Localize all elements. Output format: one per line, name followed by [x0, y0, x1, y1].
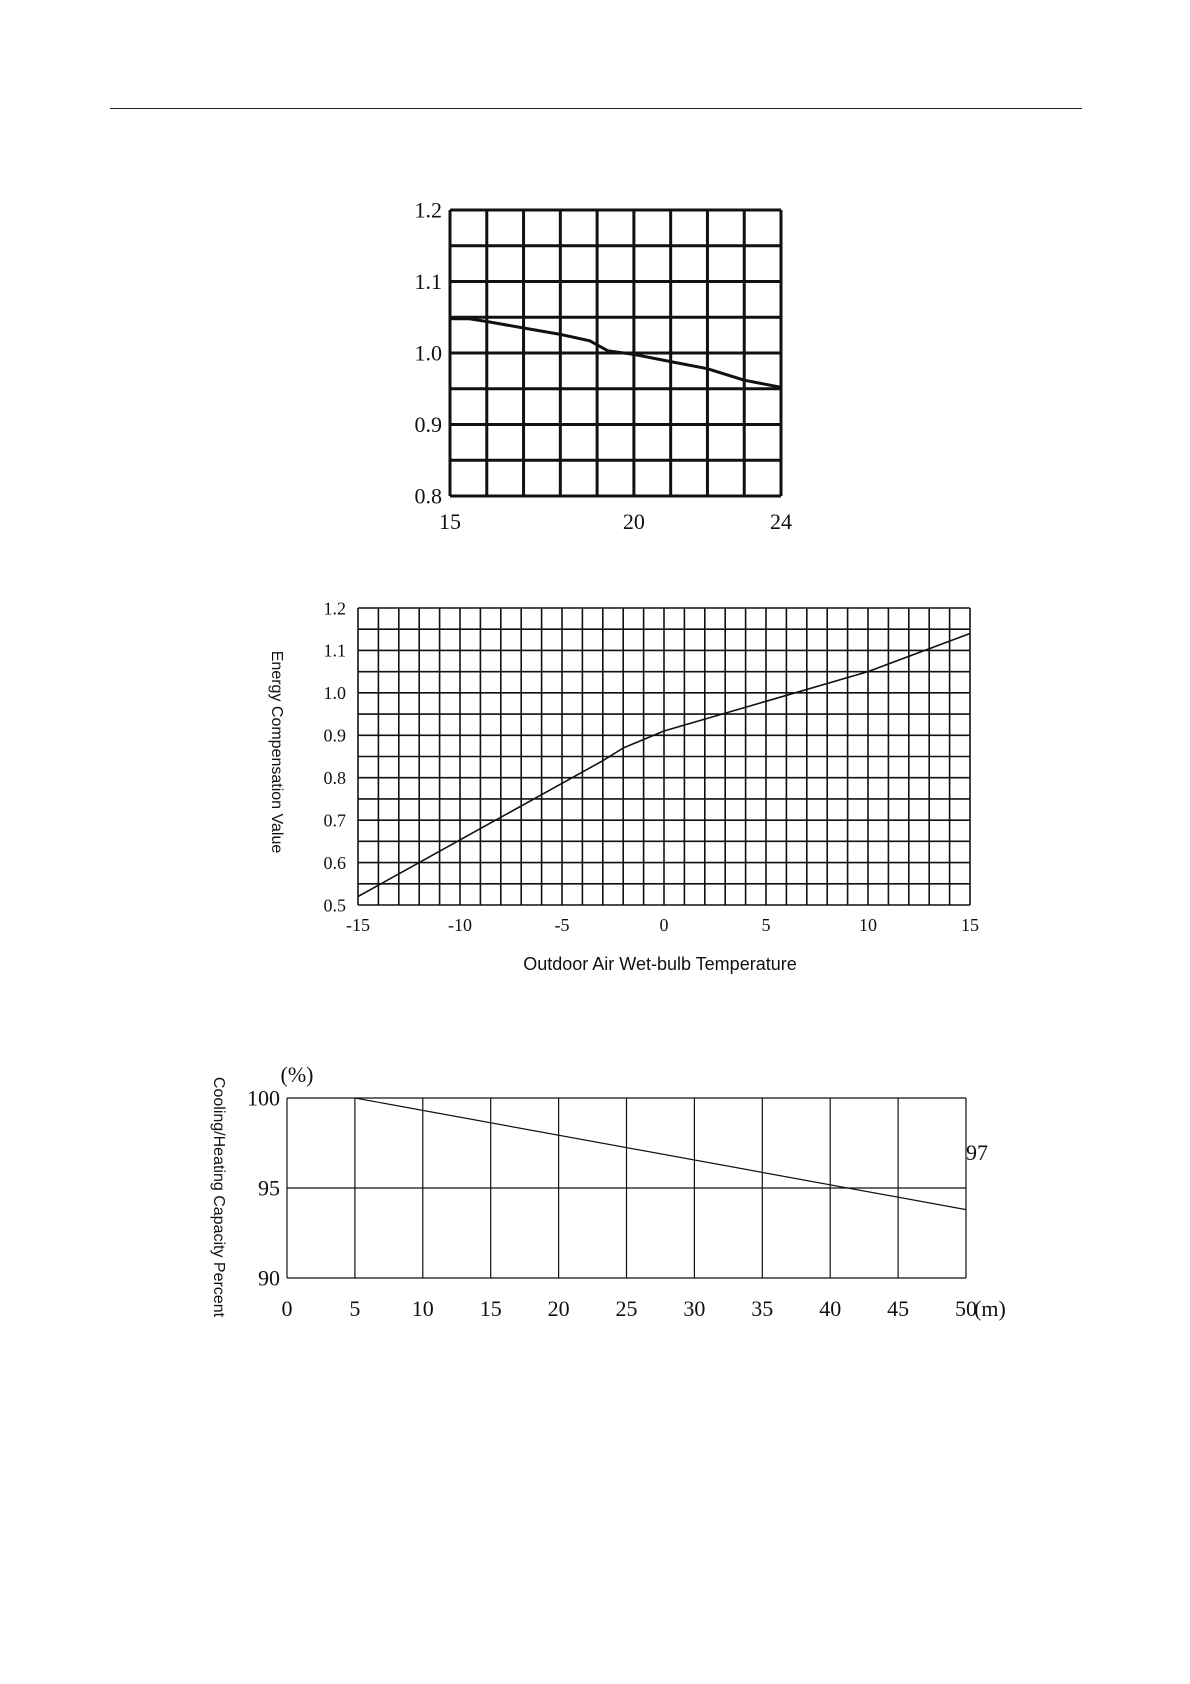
chart3-x-tick-label: 30 — [683, 1296, 706, 1321]
chart3-y-tick-label: 100 — [247, 1085, 280, 1111]
chart2-x-tick-label: 10 — [859, 915, 877, 935]
chart2-y-tick-label: 0.6 — [323, 852, 346, 873]
chart3-x-tick-label: 5 — [349, 1296, 361, 1321]
chart3-y-unit-label: (%) — [280, 1062, 314, 1087]
chart3-x-tick-label: 35 — [751, 1296, 774, 1321]
chart2-y-axis-label: Energy Compensation Value — [268, 650, 285, 854]
chart3-x-tick-label: 20 — [547, 1296, 570, 1321]
chart3-y-tick-label: 90 — [258, 1265, 280, 1291]
chart2-x-tick-label: -15 — [346, 915, 370, 935]
chart2-y-tick-label: 0.7 — [323, 810, 346, 831]
chart3-x-tick-label: 15 — [479, 1296, 502, 1321]
chart2-y-tick-label: 0.9 — [323, 725, 346, 746]
chart2-x-tick-label: 5 — [761, 915, 771, 935]
chart2-x-tick-label: 0 — [659, 915, 669, 935]
chart3-x-tick-label: 0 — [281, 1296, 293, 1321]
chart2-y-tick-label: 1.0 — [323, 683, 346, 704]
chart2-y-tick-label: 0.8 — [323, 768, 346, 789]
chart3-x-tick-label: 10 — [411, 1296, 434, 1321]
chart3-y-tick-label: 95 — [258, 1175, 280, 1201]
chart1-y-tick-label: 1.2 — [414, 197, 442, 223]
chart2-x-tick-label: -5 — [554, 915, 570, 935]
chart2-y-tick-label: 1.2 — [323, 598, 346, 619]
chart3-x-tick-label: 45 — [887, 1296, 910, 1321]
chart1-y-tick-label: 0.9 — [414, 412, 442, 438]
chart2-x-tick-label: 15 — [961, 915, 979, 935]
chart3-series-line — [355, 1098, 966, 1210]
chart2-y-tick-label: 0.5 — [323, 895, 346, 916]
chart1-x-tick-label: 15 — [439, 509, 461, 534]
chart3-y-axis-label: Cooling/Heating Capacity Percent — [210, 1076, 227, 1318]
chart1-y-tick-label: 1.1 — [414, 269, 442, 295]
chart2-x-tick-label: -10 — [448, 915, 472, 935]
chart3-x-tick-label: 25 — [615, 1296, 638, 1321]
chart1-y-tick-label: 0.8 — [414, 483, 442, 509]
chart2-y-tick-label: 1.1 — [323, 640, 346, 661]
chart3-annotation-label: 97 — [966, 1140, 988, 1165]
chart3-x-unit-label: (m) — [974, 1296, 1006, 1321]
chart1-x-tick-label: 20 — [622, 509, 645, 534]
chart3-x-tick-label: 50 — [955, 1296, 977, 1321]
chart1-x-tick-label: 24 — [770, 509, 792, 534]
chart1-y-tick-label: 1.0 — [414, 340, 442, 366]
chart2-x-axis-label: Outdoor Air Wet-bulb Temperature — [523, 954, 797, 974]
chart3-x-tick-label: 40 — [819, 1296, 842, 1321]
